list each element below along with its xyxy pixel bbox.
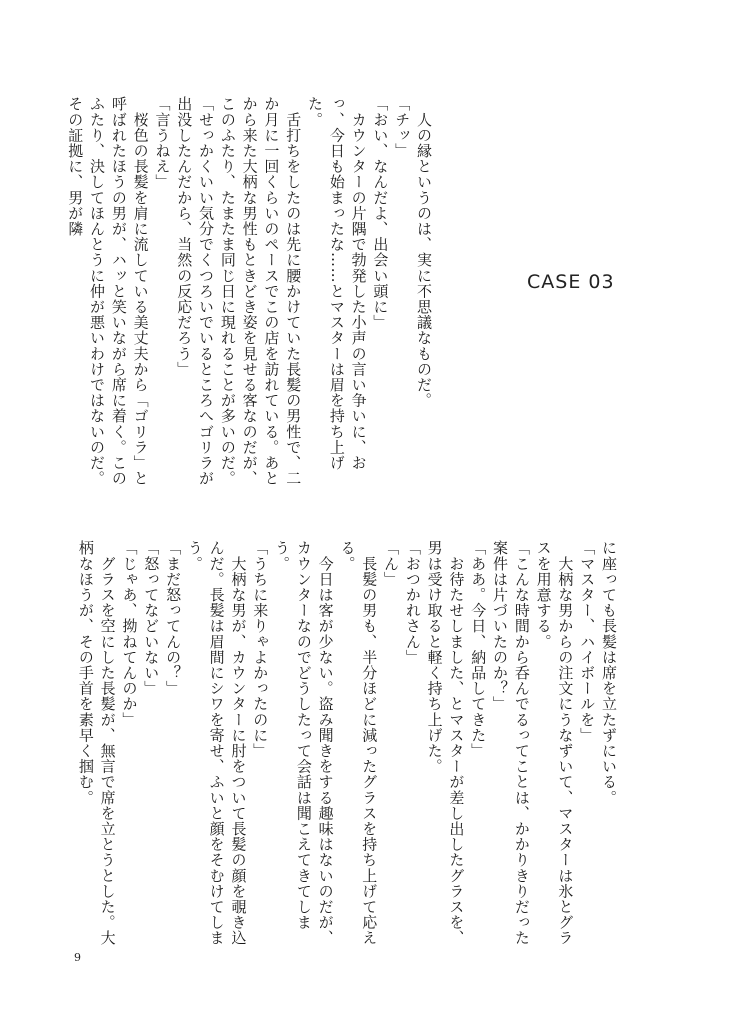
paragraph: 「ああ。今日、納品してきた」	[469, 540, 488, 759]
paragraph: 人の縁というのは、実に不思議なものだ。	[415, 96, 433, 408]
paragraph: 「おい、なんだよ、出会い頭に」	[371, 96, 390, 330]
paragraph: 「マスター、ハイボールを」	[578, 540, 597, 743]
paragraph: お待たせしました、とマスターが差し出したグラスを、男は受け取ると軽く持ち上げた。	[425, 540, 466, 946]
paragraph: 大柄な男からの注文にうなずいて、マスターは氷とグラスを用意する。	[534, 540, 575, 946]
paragraph: 今日は客が少ない。盗み聞きをする趣味はないのだが、カウンターなのでどうしたって会話は聞こえてきてしまう。	[273, 540, 335, 946]
paragraph: 「チッ」	[393, 96, 412, 159]
paragraph: 「ん」	[382, 540, 401, 587]
paragraph: グラスを空にした長髪が、無言で席を立とうとした。大柄なほうが、その手首を素早く掴む。	[76, 540, 117, 946]
page-number: 9	[74, 951, 81, 964]
paragraph: 「うちに来りゃよかったのに」	[251, 540, 270, 759]
paragraph: 「せっかくいい気分でくつろいでいるところへゴリラが出没したんだから、当然の反応だろう」	[175, 96, 216, 486]
paragraph: 「じゃあ、拗ねてんのか」	[120, 540, 139, 728]
upper-text-block	[60, 96, 434, 491]
paragraph: 「こんな時間から呑んでるってことは、かかりきりだった案件は片づいたのか？」	[491, 540, 531, 946]
paragraph: 舌打ちをしたのは先に腰かけていた長髪の男性で、二か月に一回くらいのペースでこの店を訪れている。あとから来た大柄な男性もときどき姿を見せる客なのだが、このふたり、たまたま同じ日に現れることが多いのだ。	[218, 96, 303, 486]
paragraph: 長髪の男も、半分ほどに減ったグラスを持ち上げて応える。	[338, 540, 379, 946]
paragraph: 「言うねえ」	[153, 96, 172, 190]
paragraph: カウンターの片隅で勃発した小声の言い争いに、おっ、今日も始まったな……とマスターは眉を持ち上げた。	[306, 96, 368, 471]
paragraph: 「まだ怒ってんの？」	[164, 540, 183, 696]
paragraph: 「怒ってなどいない」	[142, 540, 161, 696]
paragraph: 桜色の長髪を肩に流している美丈夫から「ゴリラ」と呼ばれたほうの男が、ハッと笑いながら席に着く。このふたり、決してほんとうに仲が悪いわけではないのだ。その証拠に、男が隣	[66, 96, 150, 486]
paragraph: に座っても長髪は席を立たずにいる。	[600, 540, 618, 806]
lower-text-block	[61, 540, 619, 948]
paragraph: 「おつかれさん」	[403, 540, 422, 665]
paragraph: 大柄な男が、カウンターに肘をついて長髪の顔を覗き込んだ。長髪は眉間にシワを寄せ、ふいと顔をそむけてしまう。	[185, 540, 248, 946]
chapter-heading: CASE 03	[527, 271, 615, 293]
